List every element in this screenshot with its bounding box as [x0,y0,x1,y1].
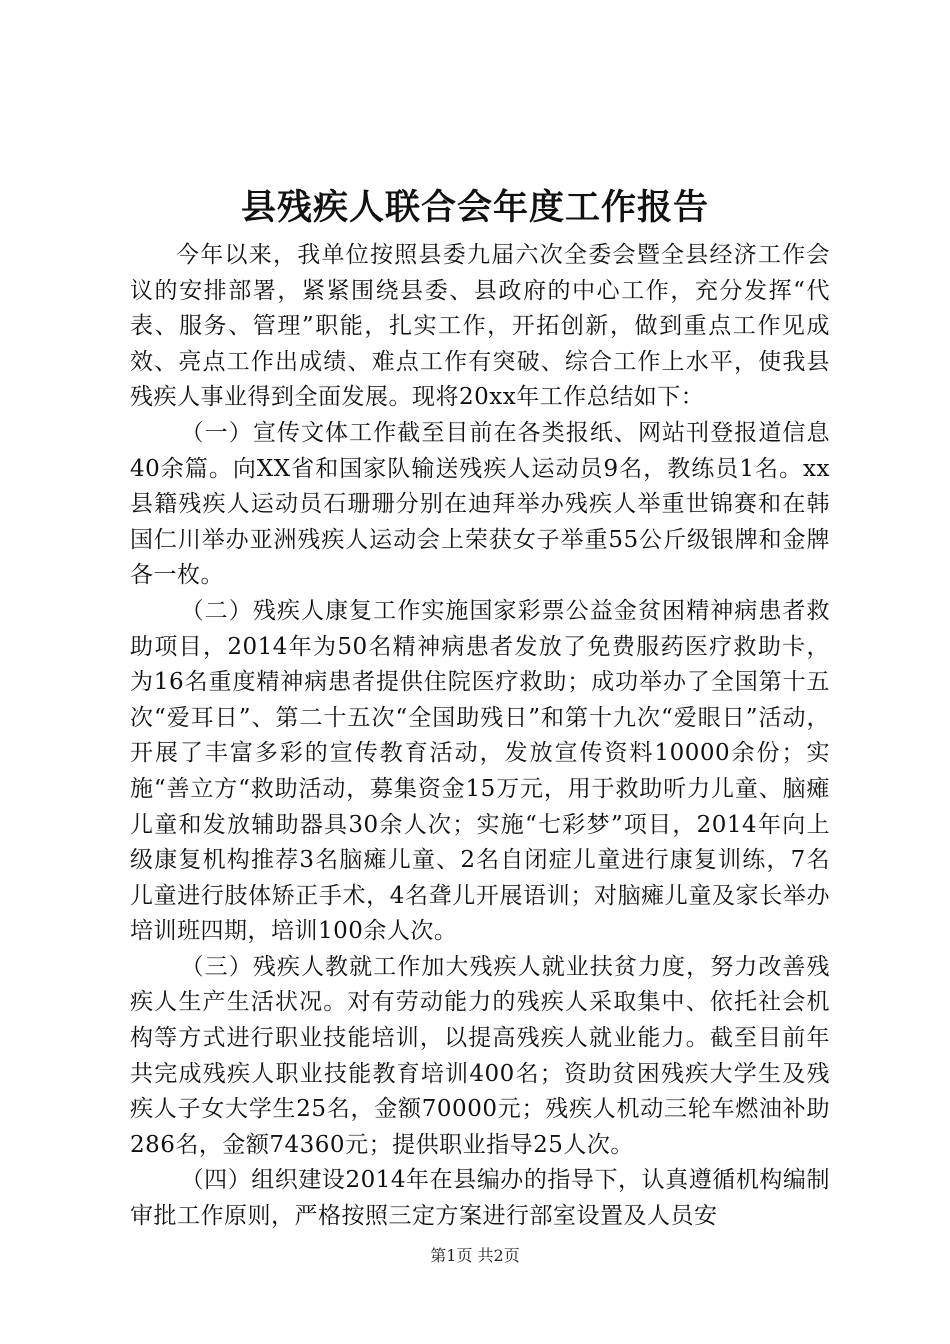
document-body [130,238,830,1235]
section-rehabilitation-paragraph: （二）残疾人康复工作实施国家彩票公益金贫困精神病患者救助项目，2014年为50名精神病患者发放了免费服药医疗救助卡，为16名重度精神病患者提供住院医疗救助；成功举办了全国第十五次“爱耳日”、第二十五次“全国助残日”和第十九次“爱眼日”活动，开展了丰富多彩的宣传教育活动，发放宣传资料10000余份；实施“善立方“救助活动，募集资金15万元，用于救助听力儿童、脑瘫儿童和发放辅助器具30余人次；实施“七彩梦”项目，2014年向上级康复机构推荐3名脑瘫儿童、2名自闭症儿童进行康复训练，7名儿童进行肢体矫正手术，4名聋儿开展语训；对脑瘫儿童及家长举办培训班四期，培训100余人次。 [130,597,830,945]
document-title: 县残疾人联合会年度工作报告 [240,187,709,228]
intro-paragraph: 今年以来，我单位按照县委九届六次全委会暨全县经济工作会议的安排部署，紧紧围绕县委、县政府的中心工作，充分发挥“代表、服务、管理”职能，扎实工作，开拓创新，做到重点工作见成效、亮点工作出成绩、难点工作有突破、综合工作上水平，使我县残疾人事业得到全面发展。现将20xx年工作总结如下： [130,242,830,411]
section-organization-paragraph: （四）组织建设2014年在县编办的指导下，认真遵循机构编制审批工作原则，严格按照三定方案进行部室设置及人员安 [130,1167,830,1230]
section-publicity-paragraph: （一）宣传文体工作截至目前在各类报纸、网站刊登报道信息40余篇。向XX省和国家队输送残疾人运动员9名，教练员1名。xx县籍残疾人运动员石珊珊分别在迪拜举办残疾人举重世锦赛和在韩国仁川举办亚洲残疾人运动会上荣获女子举重55公斤级银牌和金牌各一枚。 [130,419,830,589]
page-footer: 第1页 共2页 [430,1246,520,1265]
section-employment-paragraph: （三）残疾人教就工作加大残疾人就业扶贫力度，努力改善残疾人生产生活状况。对有劳动能力的残疾人采取集中、依托社会机构等方式进行职业技能培训，以提高残疾人就业能力。截至目前年共完成残疾人职业技能教育培训400名；资助贫困残疾大学生及残疾人子女大学生25名，金额70000元；残疾人机动三轮车燃油补助286名，金额74360元；提供职业指导25人次。 [130,953,830,1158]
